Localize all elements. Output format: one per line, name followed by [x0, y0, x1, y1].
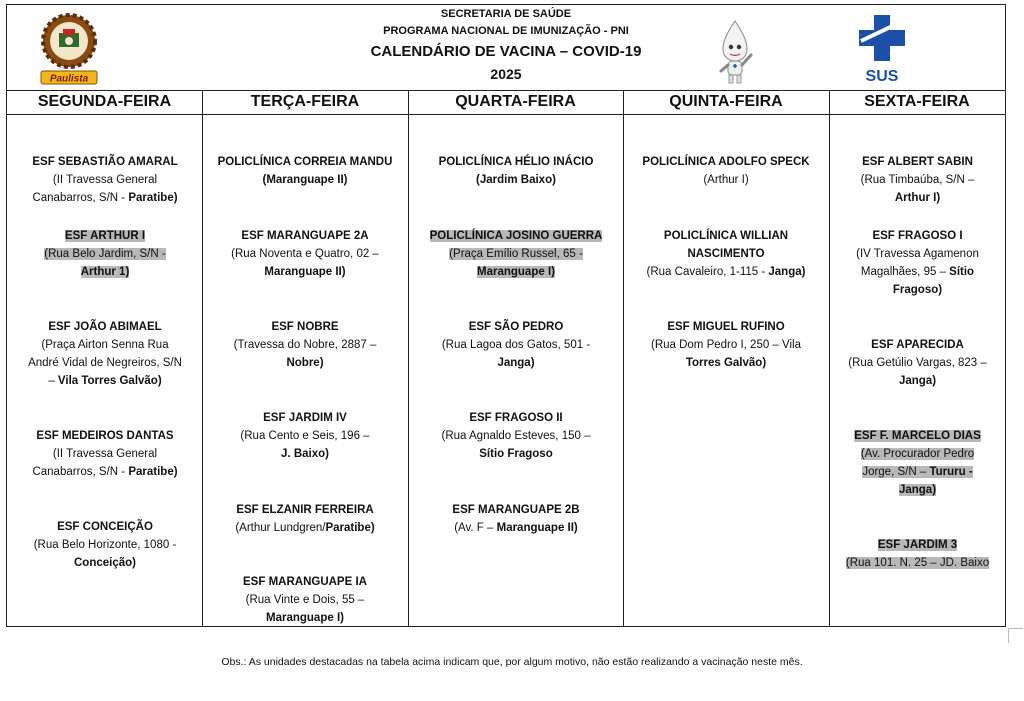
column-divider: [202, 90, 203, 627]
list-item: ESF NOBRE (Travessa do Nobre, 2887 – Nobre): [233, 321, 377, 369]
observation-note: Obs.: As unidades destacadas na tabela acima indicam que, por algum motivo, não estão realizando a vacinação neste mês.: [221, 656, 803, 668]
year-label: 2025: [490, 66, 522, 82]
list-item: ESF APARECIDA (Rua Getúlio Vargas, 823 – Janga): [848, 339, 987, 387]
list-item: POLICLÍNICA JOSINO GUERRA (Praça Emílio Russel, 65 - Maranguape I): [429, 230, 603, 278]
list-item: ESF FRAGOSO I (IV Travessa Agamenon Magalhães, 95 – Sítio Fragoso): [856, 230, 979, 296]
list-item: ESF MARANGUAPE 2A (Rua Noventa e Quatro, 02 – Maranguape II): [231, 230, 379, 278]
list-item: ESF MEDEIROS DANTAS (II Travessa General Canabarros, S/N - Paratibe): [32, 430, 178, 478]
list-item: ESF F. MARCELO DIAS (Av. Procurador Pedro Jorge, S/N – Tururu - Janga): [854, 430, 981, 496]
list-item: POLICLÍNICA HÉLIO INÁCIO (Jardim Baixo): [438, 156, 594, 186]
day-wednesday: QUARTA-FEIRA: [455, 93, 576, 110]
list-item: POLICLÍNICA ADOLFO SPECK (Arthur I): [642, 156, 810, 186]
day-tuesday: TERÇA-FEIRA: [250, 93, 360, 110]
list-item: ESF SEBASTIÃO AMARAL (II Travessa General Canabarros, S/N - Paratibe): [32, 156, 178, 204]
mascot-icon: [713, 17, 763, 87]
list-item: ESF MARANGUAPE 2B (Av. F – Maranguape II): [452, 504, 580, 534]
weekday-header-row: [7, 90, 1005, 115]
list-item: ESF ELZANIR FERREIRA (Arthur Lundgren/Paratibe): [235, 504, 375, 534]
day-monday: SEGUNDA-FEIRA: [37, 93, 172, 110]
column-divider: [829, 90, 830, 627]
list-item: ESF JARDIM IV (Rua Cento e Seis, 196 – J. Baixo): [240, 412, 370, 460]
sus-logo-icon: [857, 13, 907, 85]
column-divider: [623, 90, 624, 627]
column-divider: [408, 90, 409, 627]
list-item: ESF MARANGUAPE IA (Rua Vinte e Dois, 55 – Maranguape I): [243, 576, 367, 624]
list-item: ESF JARDIM 3 (Rua 101. N. 25 – JD. Baixo: [845, 539, 990, 569]
table-corner-marker: [1008, 628, 1023, 643]
list-item: ESF ARTHUR I (Rua Belo Jardim, S/N - Arthur 1): [44, 230, 166, 278]
list-item: ESF CONCEIÇÃO (Rua Belo Horizonte, 1080 - Conceição): [33, 521, 177, 569]
secretaria-label: SECRETARIA DE SAÚDE: [440, 8, 572, 20]
page-title: CALENDÁRIO DE VACINA – COVID-19: [370, 43, 642, 60]
day-friday: SEXTA-FEIRA: [864, 93, 970, 110]
list-item: ESF JOÃO ABIMAEL (Praça Airton Senna Rua André Vidal de Negreiros, S/N – Vila Torres Galvão): [28, 321, 182, 387]
list-item: ESF MIGUEL RUFINO (Rua Dom Pedro I, 250 – Vila Torres Galvão): [650, 321, 801, 369]
calendar-table: [6, 4, 1006, 627]
list-item: POLICLÍNICA WILLIAN NASCIMENTO (Rua Cavaleiro, 1-115 - Janga): [646, 230, 806, 278]
programa-label: PROGRAMA NACIONAL DE IMUNIZAÇÃO - PNI: [383, 25, 629, 37]
list-item: ESF ALBERT SABIN (Rua Timbaúba, S/N – Arthur I): [860, 156, 975, 204]
list-item: ESF FRAGOSO II (Rua Agnaldo Esteves, 150 – Sítio Fragoso: [441, 412, 591, 460]
svg-text:SUS: SUS: [865, 68, 899, 85]
list-item: POLICLÍNICA CORREIA MANDU (Maranguape II): [217, 156, 393, 186]
day-thursday: QUINTA-FEIRA: [669, 93, 783, 110]
list-item: ESF SÃO PEDRO (Rua Lagoa dos Gatos, 501 - Janga): [441, 321, 591, 369]
svg-text:Paulista: Paulista: [49, 73, 89, 85]
header: [7, 5, 1005, 91]
